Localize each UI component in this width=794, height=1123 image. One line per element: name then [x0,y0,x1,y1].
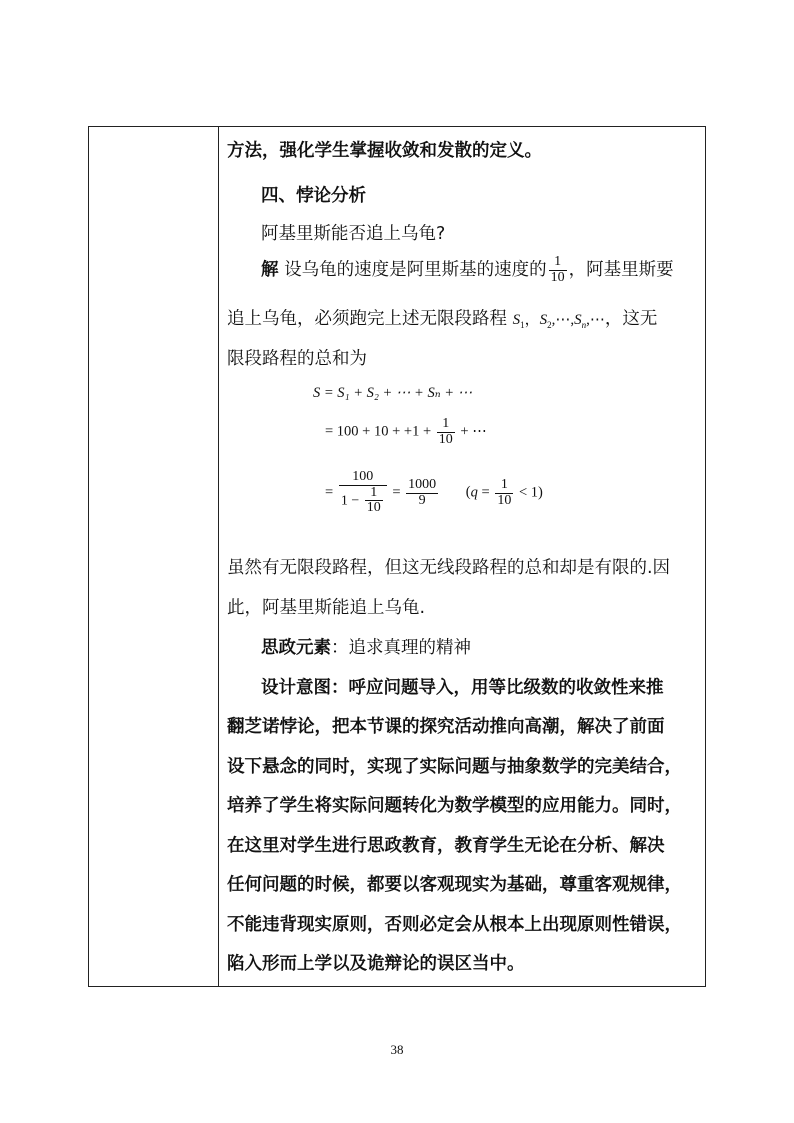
sequence-terms: $S_1$，$S_2,\cdots,S_n,\cdots$ [512,312,605,330]
design-line-5: 在这里对学生进行思政教育，教育学生无论在分析、解决 [227,836,665,856]
eq3-q-eq: = [481,484,490,501]
content-table [88,126,706,987]
eq3-eq: = [325,484,334,501]
design-line-2: 翻芝诺悖论，把本节课的探究活动推向高潮，解决了前面 [227,717,665,737]
seq-tail: ,⋯ [586,312,605,328]
text-line-1: 方法，强化学生掌握收敛和发散的定义。 [227,141,542,161]
eq3-q-fraction [495,478,513,508]
eq2-lhs: = 100 + 10 + +1 + [325,423,432,440]
design-line-6: 任何问题的时候，都要以客观现实为基础，尊重客观规律， [227,875,682,895]
design-line-1: 设计意图：呼应问题导入，用等比级数的收敛性来推 [261,678,664,698]
eq3-eq2: = [392,484,401,501]
text-line-6: 限段路程的总和为 [227,349,367,369]
eq3-q: q [470,484,478,501]
eq3-fraction-2 [406,478,438,508]
fraction-one-tenth [549,255,567,285]
seq-dots: ,⋯, [551,312,575,328]
design-line-8: 陷入形而上学以及诡辩论的误区当中。 [227,954,525,974]
eq3-q-num: 1 [495,478,513,494]
page-number: 38 [390,1042,404,1057]
eq3-q-open: ( [465,484,471,501]
equation-sum: S = S₁ + S₂ + ⋯ + Sₙ + ⋯ [313,385,473,401]
eq3-num2: 1000 [408,476,437,492]
frac-num: 1 [549,255,567,271]
line5-text-b: ，这无 [604,309,658,329]
seq-sub1: 1 [520,320,525,330]
question-line: 阿基里斯能否追上乌龟? [261,224,446,244]
column-divider [218,127,219,986]
text-after-2: 此，阿基里斯能追上乌龟. [227,598,426,618]
section-heading: 四、悖论分析 [261,186,366,206]
frac-den: 10 [550,269,565,285]
eq3-inner-fraction [365,486,383,516]
eq2-fraction [437,417,455,447]
solution-label: 解 [261,260,279,281]
eq2-num: 1 [437,417,455,433]
eq3-inner-num: 1 [365,486,383,502]
design-line-3: 设下悬念的同时，实现了实际问题与抽象数学的完美结合， [227,757,682,777]
eq3-den-a: 1 − [340,493,360,509]
solution-line [261,255,674,285]
equation-expand [325,417,487,447]
seq-subn: n [581,320,587,330]
design-line-4: 培养了学生将实际问题转化为数学模型的应用能力。同时， [227,796,682,816]
sizheng-label: 思政元素 [261,638,331,658]
eq3-inner-den: 10 [366,500,381,516]
seq-sn: S [574,312,582,328]
text-line-5 [227,305,657,330]
eq3-fraction-main [339,470,387,516]
solution-text-a: 设乌龟的速度是阿里斯基的速度的 [284,260,547,281]
eq3-den [339,486,387,516]
line5-text-a: 追上乌龟，必须跑完上述无限段路程 [227,309,507,329]
equation-result [325,470,543,516]
solution-text-b: ，阿基里斯要 [568,260,674,281]
eq2-tail: + ⋯ [460,423,487,440]
eq3-q-close: < 1) [518,484,543,501]
eq3-den2: 9 [418,492,426,508]
seq-sub2: 2 [547,320,552,330]
eq3-q-den: 10 [497,492,512,508]
sizheng-line [261,634,471,659]
seq-s2: S [539,312,548,328]
seq-s1: S [512,312,521,328]
text-after-1: 虽然有无限段路程，但这无线段路程的总和却是有限的.因 [227,558,671,578]
eq2-den: 10 [438,431,453,447]
sizheng-text: ：追求真理的精神 [331,638,471,658]
eq3-num: 100 [339,470,387,486]
design-line-7: 不能违背现实原则，否则必定会从根本上出现原则性错误， [227,915,682,935]
